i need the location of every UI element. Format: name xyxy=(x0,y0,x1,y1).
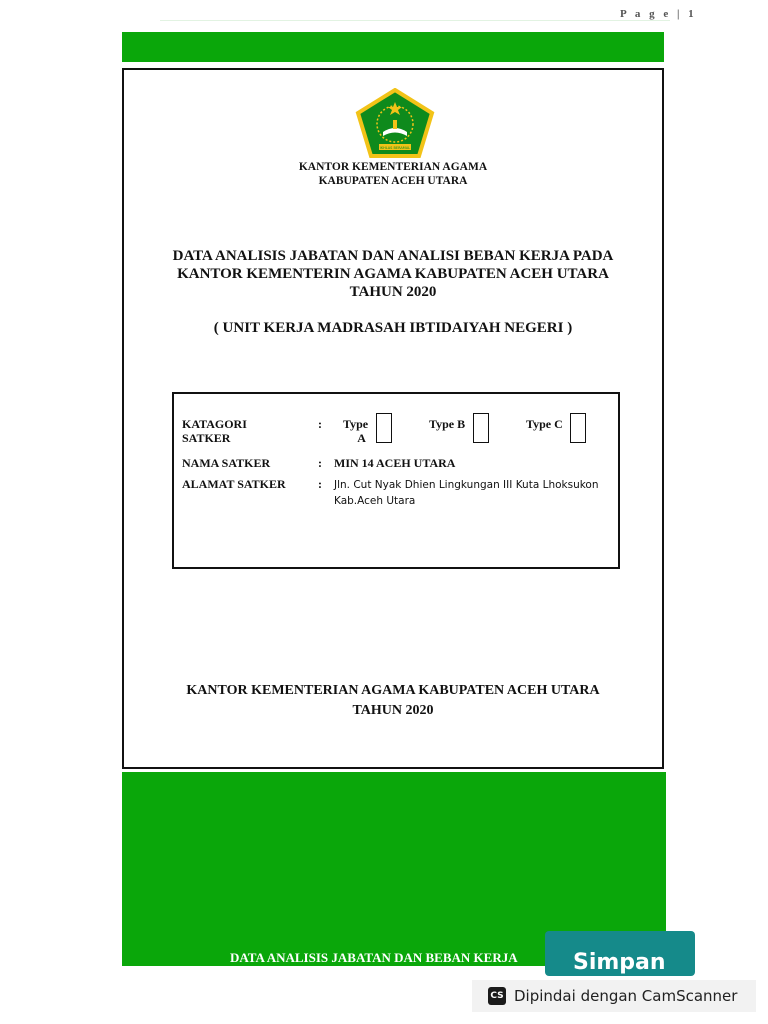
camscanner-watermark xyxy=(472,980,756,1012)
camscanner-label: Dipindai dengan CamScanner xyxy=(514,987,738,1005)
nama-satker-value: MIN 14 ACEH UTARA xyxy=(334,456,456,470)
type-c-checkbox[interactable] xyxy=(570,413,586,443)
document-title xyxy=(124,247,662,301)
kategori-label xyxy=(182,417,247,445)
type-a-label xyxy=(343,417,368,445)
office-line-2: KABUPATEN ACEH UTARA xyxy=(318,175,468,187)
alamat-line-1: Jln. Cut Nyak Dhien Lingkungan III Kuta Lhoksukon xyxy=(334,479,599,491)
footer-line-2: TAHUN 2020 xyxy=(352,703,434,718)
save-button[interactable]: Simpan xyxy=(545,931,695,976)
type-c-label: Type C xyxy=(526,417,563,431)
type-b-label: Type B xyxy=(429,417,466,431)
title-line-2: KANTOR KEMENTERIN AGAMA KABUPATEN ACEH UTARA xyxy=(177,266,609,282)
office-heading xyxy=(124,160,662,188)
kategori-label-line-1: KATAGORI xyxy=(182,417,247,431)
office-line-1: KANTOR KEMENTERIAN AGAMA xyxy=(298,161,488,173)
footer-office xyxy=(124,681,662,721)
bottom-banner-text: DATA ANALISIS JABATAN DAN BEBAN KERJA xyxy=(230,950,518,965)
kemenag-logo-icon xyxy=(355,88,435,158)
unit-kerja-heading: ( UNIT KERJA MADRASAH IBTIDAIYAH NEGERI ) xyxy=(213,320,573,336)
satker-info-box xyxy=(172,392,620,569)
title-line-3: TAHUN 2020 xyxy=(349,284,437,300)
header-rule xyxy=(160,20,670,21)
kategori-colon: : xyxy=(318,417,322,431)
alamat-satker-label: ALAMAT SATKER xyxy=(182,477,286,491)
camscanner-icon: CS xyxy=(488,987,506,1005)
nama-colon: : xyxy=(318,456,322,470)
alamat-colon: : xyxy=(318,477,322,491)
type-a-line-1: Type xyxy=(343,417,369,431)
kategori-label-line-2: SATKER xyxy=(182,431,231,445)
svg-text:IKHLAS BERAMAL: IKHLAS BERAMAL xyxy=(379,146,411,150)
alamat-line-2: Kab.Aceh Utara xyxy=(334,495,416,507)
footer-line-1: KANTOR KEMENTERIAN AGAMA KABUPATEN ACEH UTARA xyxy=(186,683,600,698)
title-line-1: DATA ANALISIS JABATAN DAN ANALISI BEBAN KERJA PADA xyxy=(172,248,614,264)
top-green-bar xyxy=(122,32,664,62)
page-number: P a g e | 1 xyxy=(620,8,697,20)
cover-page xyxy=(122,68,664,769)
type-a-line-2: A xyxy=(357,431,366,445)
type-a-checkbox[interactable] xyxy=(376,413,392,443)
nama-satker-label: NAMA SATKER xyxy=(182,456,271,470)
type-b-checkbox[interactable] xyxy=(473,413,489,443)
alamat-satker-value xyxy=(334,477,599,509)
